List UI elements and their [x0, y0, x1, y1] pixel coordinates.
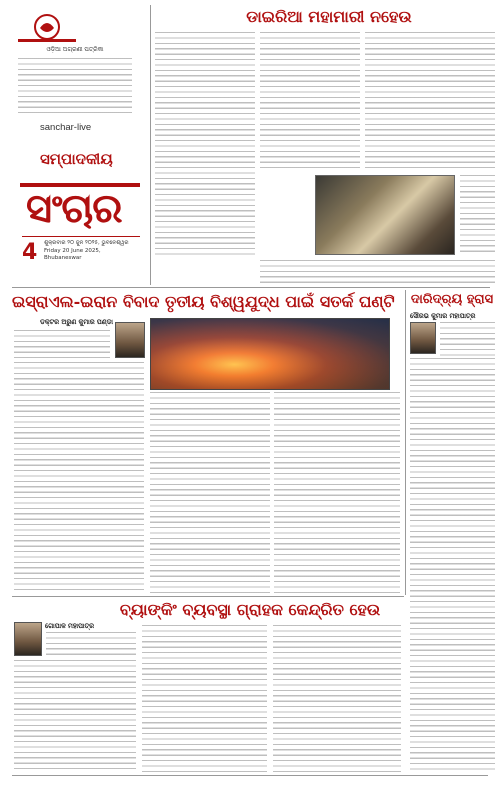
article4-author-photo [14, 622, 42, 656]
article2-byline: ଡକ୍ଟର ଅରୁଣ କୁମାର ପଣ୍ଡା [40, 318, 113, 326]
issue-info [22, 236, 140, 268]
article-headline-banking: ବ୍ୟାଙ୍କିଂ ବ୍ୟବସ୍ଥା ଗ୍ରାହକ କେନ୍ଦ୍ରିତ ହେଉ [119, 600, 381, 619]
masthead-tagline: ଓଡ଼ିଆ ଅଗ୍ରଣୀ ପତ୍ରିକା [46, 46, 104, 53]
section-divider [12, 596, 404, 597]
column-divider [150, 5, 151, 285]
article-headline-israel-iran: ଇସ୍ରାଏଲ-ଇରାନ ବିବାଦ ତୃତୀୟ ବିଶ୍ୱଯୁଦ୍ଧ ପାଇଁ ସତର୍କ ଘଣ୍ଟି [12, 292, 395, 311]
article3-text-intro [440, 322, 495, 356]
paper-name-block [20, 183, 140, 235]
editorial-column-2 [260, 32, 360, 172]
article4-byline: ଗୋପାଳ ମହାପାତ୍ର [45, 622, 95, 630]
masthead-info-text [18, 58, 132, 114]
article2-column-2 [150, 392, 270, 594]
issue-city: Bhubaneswar [44, 255, 82, 261]
website-link[interactable]: sanchar-live [40, 122, 92, 133]
article2-column-3 [274, 392, 400, 594]
article4-text-intro [46, 632, 136, 658]
editorial-column-end [260, 260, 495, 285]
editorial-headline: ଡାଇରିଆ ମହାମାରୀ ନହେଉ [246, 7, 412, 26]
page-footer-rule [12, 775, 488, 776]
article2-text-intro [14, 330, 110, 362]
section-label: ସମ୍ପାଦକୀୟ [40, 150, 113, 168]
article2-photo-explosion [150, 318, 390, 390]
editorial-column-1 [155, 32, 255, 257]
editorial-column-3 [365, 32, 495, 172]
article3-byline: ସୌରଭ କୁମାର ମହାପାତ୍ର [410, 312, 476, 320]
newspaper-logo-emblem [18, 12, 76, 42]
article4-column-2 [142, 625, 267, 772]
section-divider [12, 287, 490, 288]
paper-name: ସଂଚାର [26, 185, 122, 232]
article3-column [410, 358, 495, 770]
issue-meta [44, 240, 128, 263]
article-headline-poverty: ଦାରିଦ୍ର୍ୟ ହ୍ରାସ [410, 292, 494, 307]
article2-column-1 [14, 362, 144, 594]
issue-date-oriya: ଶୁକ୍ରବାର ୨୦ ଜୁନ ୨୦୨୫, ଭୁବନେଶ୍ୱର [44, 240, 129, 246]
editorial-column-3b [460, 175, 495, 255]
editorial-photo-hospital [315, 175, 455, 255]
issue-number: 4 [22, 240, 38, 265]
article4-column-1 [14, 660, 136, 772]
column-divider [405, 290, 406, 595]
article3-author-photo [410, 322, 436, 354]
article2-author-photo [115, 322, 145, 358]
article4-column-3 [273, 625, 401, 772]
issue-date-english: Friday 20 June 2025, [44, 247, 101, 254]
